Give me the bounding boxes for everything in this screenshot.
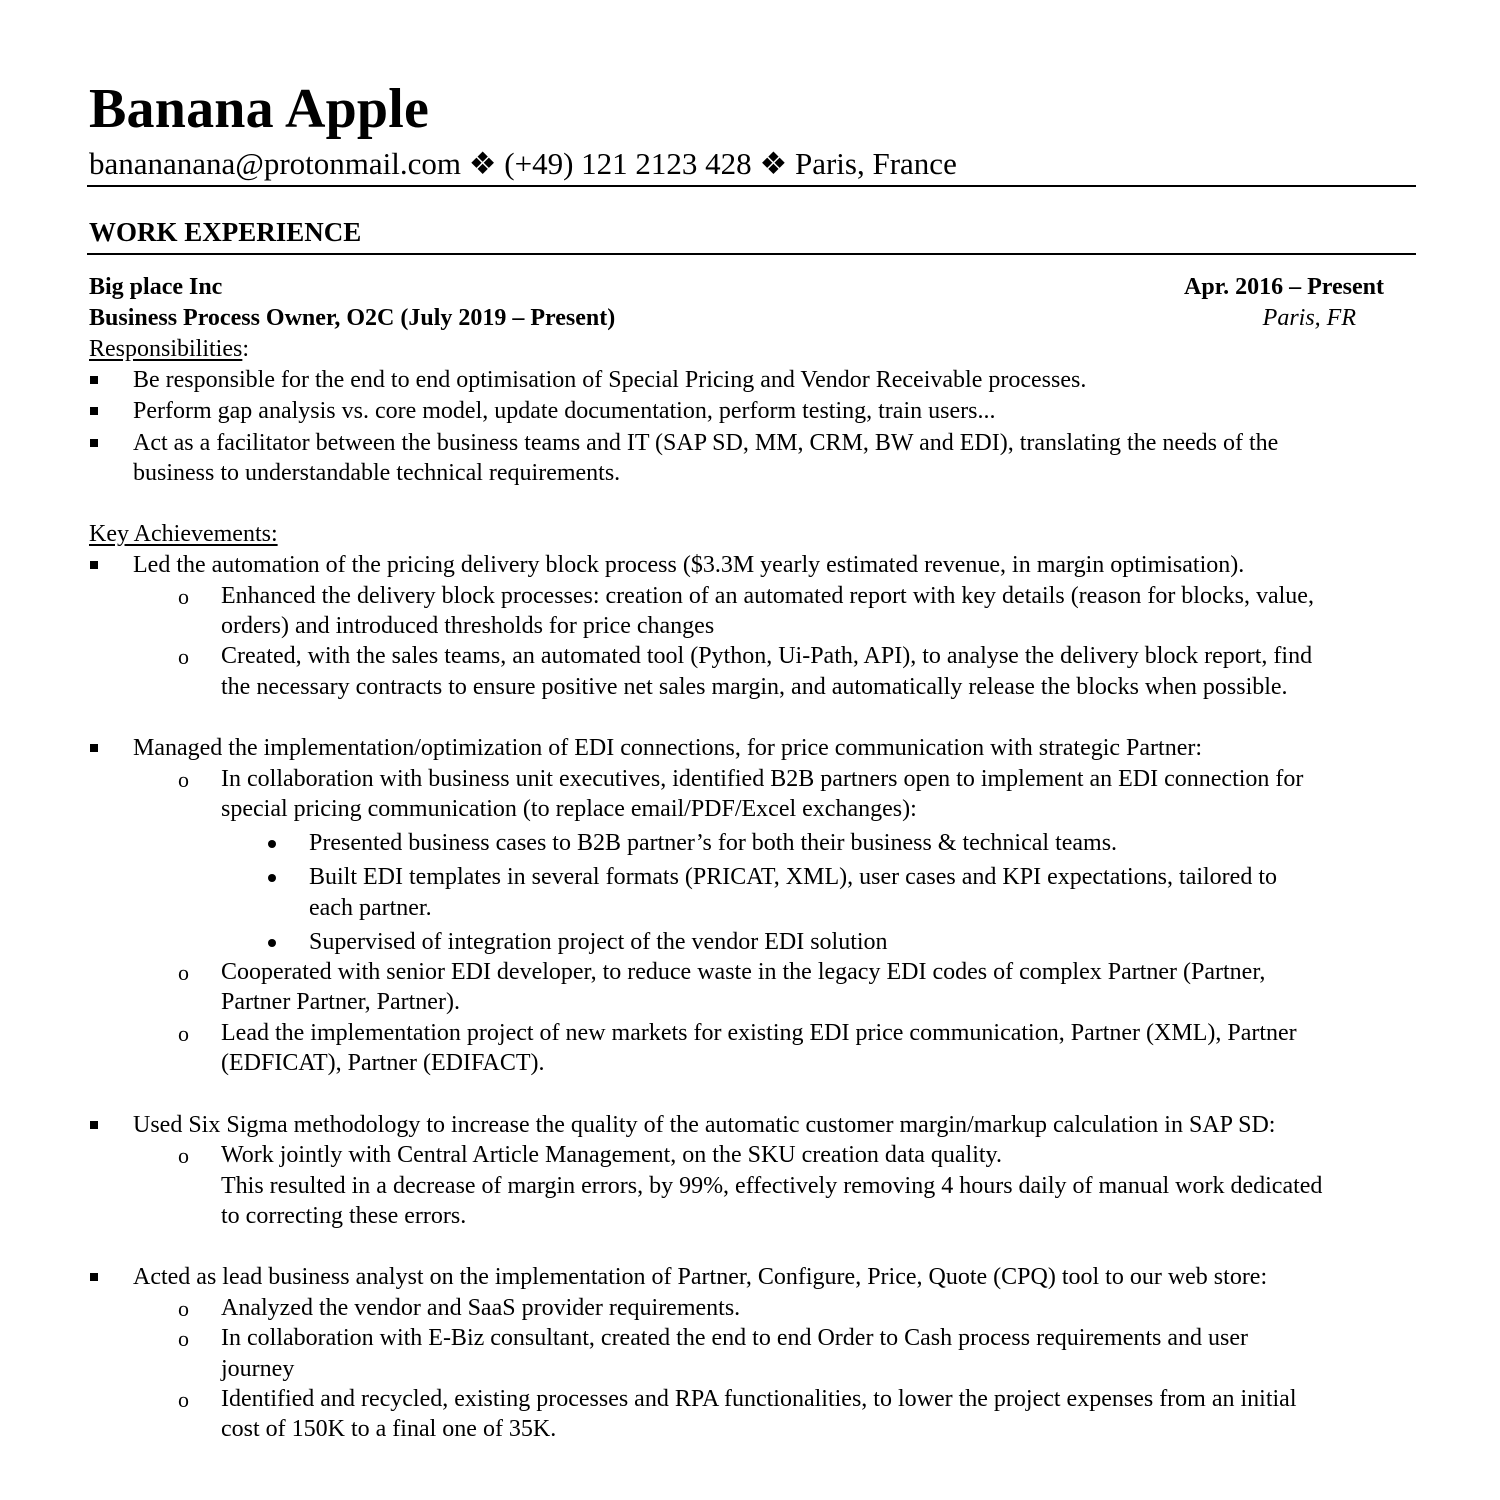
sub-item-continued: special pricing communication (to replace email/PDF/Excel exchanges): [221, 796, 917, 822]
sub-sub-item: Supervised of integration project of the vendor EDI solution [309, 929, 888, 955]
location: Paris, France [794, 146, 957, 181]
phone: (+49) 121 2123 428 [504, 146, 752, 181]
sub-item: Analyzed the vendor and SaaS provider requirements. [221, 1295, 741, 1321]
sub-item-continued: Partner Partner, Partner). [221, 989, 460, 1015]
disc-bullet-icon [268, 874, 276, 882]
square-bullet-icon [90, 1121, 98, 1129]
square-bullet-icon [90, 561, 98, 569]
circle-bullet-icon: o [178, 1326, 189, 1351]
square-bullet-icon [90, 376, 98, 384]
sub-item-continued: (EDFICAT), Partner (EDIFACT). [221, 1050, 545, 1076]
responsibility-item: Act as a facilitator between the business teams and IT (SAP SD, MM, CRM, BW and EDI), translating the needs of the [133, 430, 1279, 456]
sub-item: Cooperated with senior EDI developer, to reduce waste in the legacy EDI codes of complex Partner (Partner, [221, 959, 1266, 985]
circle-bullet-icon: o [178, 960, 189, 985]
separator-icon: ❖ [468, 146, 497, 181]
sub-sub-item: Built EDI templates in several formats (PRICAT, XML), user cases and KPI expectations, tailored to [309, 864, 1277, 890]
sub-item: Created, with the sales teams, an automated tool (Python, Ui-Path, API), to analyse the delivery block report, find [221, 643, 1313, 669]
disc-bullet-icon [268, 939, 276, 947]
contact-line [89, 144, 957, 184]
square-bullet-icon [90, 1273, 98, 1281]
sub-item-continued: the necessary contracts to ensure positive net sales margin, and automatically release the blocks when possible. [221, 674, 1288, 700]
email: banananana@protonmail.com [89, 146, 461, 181]
sub-item-continued: This resulted in a decrease of margin errors, by 99%, effectively removing 4 hours daily of manual work dedicated [221, 1173, 1323, 1199]
candidate-name: Banana Apple [89, 78, 430, 140]
circle-bullet-icon: o [178, 1021, 189, 1046]
achievement-item: Acted as lead business analyst on the implementation of Partner, Configure, Price, Quote (CPQ) tool to our web store: [133, 1264, 1268, 1290]
responsibility-item: Perform gap analysis vs. core model, update documentation, perform testing, train users... [133, 398, 996, 424]
sub-sub-item: Presented business cases to B2B partner’s for both their business & technical teams. [309, 830, 1118, 856]
circle-bullet-icon: o [178, 767, 189, 792]
circle-bullet-icon: o [178, 1296, 189, 1321]
sub-item: Work jointly with Central Article Management, on the SKU creation data quality. [221, 1142, 1002, 1168]
disc-bullet-icon [268, 840, 276, 848]
sub-item: Lead the implementation project of new markets for existing EDI price communication, Partner (XML), Partner [221, 1020, 1297, 1046]
job-location: Paris, FR [1262, 305, 1356, 331]
square-bullet-icon [90, 744, 98, 752]
sub-item-continued: to correcting these errors. [221, 1203, 467, 1229]
achievements-label: Key Achievements: [89, 521, 278, 547]
job-role: Business Process Owner, O2C (July 2019 – Present) [89, 305, 616, 331]
achievement-item: Led the automation of the pricing delivery block process ($3.3M yearly estimated revenue, in margin optimisation). [133, 552, 1245, 578]
square-bullet-icon [90, 439, 98, 447]
circle-bullet-icon: o [178, 1387, 189, 1412]
circle-bullet-icon: o [178, 584, 189, 609]
header-divider [87, 185, 1416, 187]
sub-sub-item-continued: each partner. [309, 895, 432, 921]
company-name: Big place Inc [89, 274, 223, 300]
circle-bullet-icon: o [178, 1143, 189, 1168]
sub-item: Identified and recycled, existing processes and RPA functionalities, to lower the project expenses from an initial [221, 1386, 1297, 1412]
job-dates: Apr. 2016 – Present [1184, 274, 1384, 300]
sub-item-continued: journey [221, 1356, 295, 1382]
sub-item-continued: orders) and introduced thresholds for price changes [221, 613, 715, 639]
achievement-item: Used Six Sigma methodology to increase the quality of the automatic customer margin/markup calculation in SAP SD: [133, 1112, 1276, 1138]
circle-bullet-icon: o [178, 644, 189, 669]
achievement-item: Managed the implementation/optimization of EDI connections, for price communication with strategic Partner: [133, 735, 1203, 761]
section-divider [87, 253, 1416, 255]
separator-icon: ❖ [759, 146, 788, 181]
responsibility-item-continued: business to understandable technical requirements. [133, 460, 621, 486]
sub-item: In collaboration with E-Biz consultant, created the end to end Order to Cash process requirements and user [221, 1325, 1249, 1351]
sub-item-continued: cost of 150K to a final one of 35K. [221, 1416, 557, 1442]
sub-item: Enhanced the delivery block processes: creation of an automated report with key details (reason for blocks, value, [221, 583, 1314, 609]
responsibilities-label: Responsibilities: [89, 336, 250, 362]
sub-item: In collaboration with business unit executives, identified B2B partners open to implement an EDI connection for [221, 766, 1304, 792]
square-bullet-icon [90, 407, 98, 415]
responsibility-item: Be responsible for the end to end optimisation of Special Pricing and Vendor Receivable processes. [133, 367, 1087, 393]
section-title: WORK EXPERIENCE [89, 217, 362, 247]
